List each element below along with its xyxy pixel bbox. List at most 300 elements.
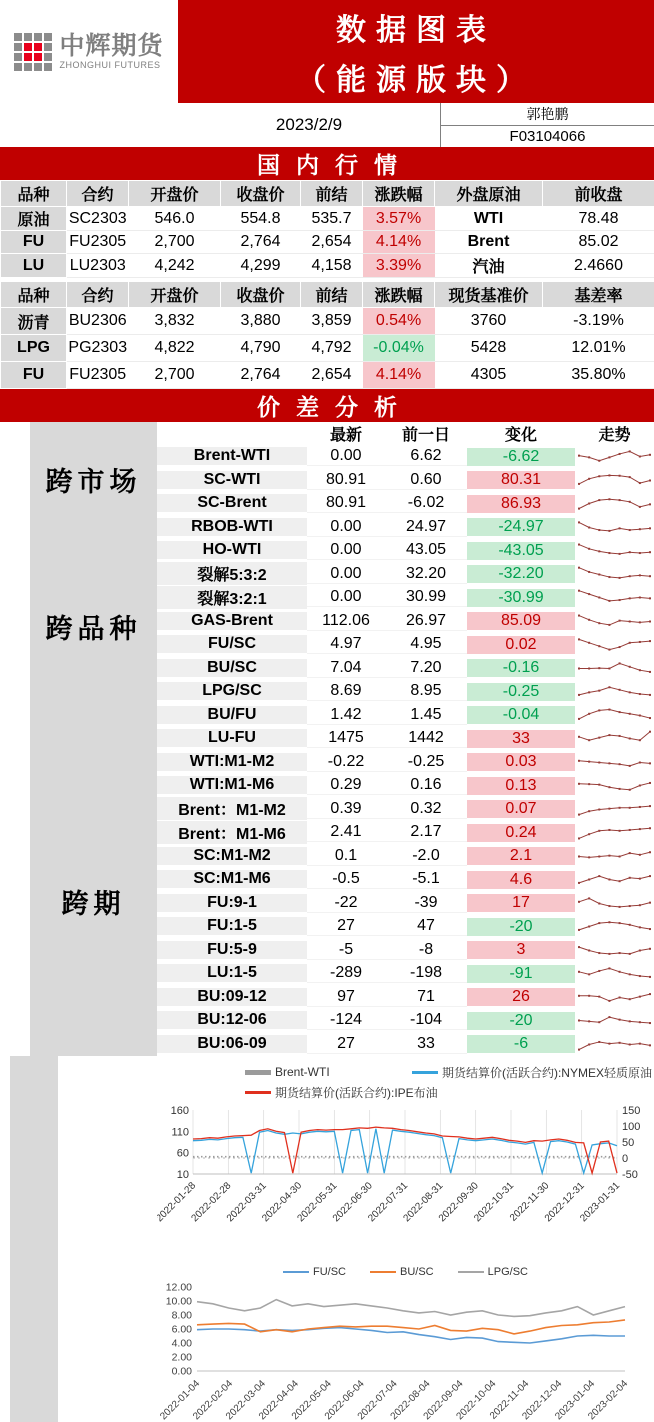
trend-sparkline bbox=[575, 774, 654, 797]
spread-prev: 71 bbox=[385, 988, 467, 1007]
spread-change: -0.04 bbox=[467, 706, 575, 724]
spread-change: -20 bbox=[467, 918, 575, 936]
chart1-legend-row1 bbox=[157, 1062, 654, 1082]
spread-name: WTI:M1-M6 bbox=[157, 776, 307, 795]
trend-sparkline bbox=[575, 751, 654, 774]
spread-change: -43.05 bbox=[467, 542, 575, 560]
svg-text:2022-08-31: 2022-08-31 bbox=[401, 1180, 446, 1225]
spread-latest: 1.42 bbox=[307, 706, 385, 725]
spread-latest: -5 bbox=[307, 941, 385, 960]
trend-sparkline bbox=[575, 657, 654, 680]
trend-sparkline bbox=[575, 704, 654, 727]
trend-sparkline bbox=[575, 680, 654, 703]
svg-text:2022-03-31: 2022-03-31 bbox=[224, 1180, 269, 1225]
table-cell: 3760 bbox=[435, 308, 543, 335]
legend-fu-sc: FU/SC bbox=[283, 1266, 346, 1278]
report-header bbox=[0, 0, 654, 103]
column-header: 外盘原油 bbox=[435, 181, 543, 207]
spread-name: FU:9-1 bbox=[157, 894, 307, 913]
spread-change: 26 bbox=[467, 988, 575, 1006]
spread-prev: 1.45 bbox=[385, 706, 467, 725]
section-band-spread: 价差分析 bbox=[0, 389, 654, 422]
legend-brent-wti: Brent-WTI bbox=[245, 1065, 330, 1079]
trend-sparkline bbox=[575, 539, 654, 562]
svg-text:2022-07-04: 2022-07-04 bbox=[355, 1378, 400, 1422]
spread-change: 0.07 bbox=[467, 800, 575, 818]
spread-row bbox=[157, 516, 654, 540]
spread-change: 2.1 bbox=[467, 847, 575, 865]
table-cell: FU bbox=[1, 231, 67, 254]
spread-latest: 1475 bbox=[307, 729, 385, 748]
spread-change: 0.03 bbox=[467, 753, 575, 771]
table-cell: 4,299 bbox=[221, 254, 301, 278]
spread-latest: 112.06 bbox=[307, 612, 385, 631]
trend-sparkline bbox=[575, 610, 654, 633]
trend-sparkline bbox=[575, 563, 654, 586]
spread-name: 裂解5:3:2 bbox=[157, 562, 307, 586]
table-cell: WTI bbox=[435, 207, 543, 231]
spread-latest: 80.91 bbox=[307, 471, 385, 490]
spread-row bbox=[157, 1009, 654, 1033]
table-cell: -0.04% bbox=[363, 335, 435, 362]
svg-text:2022-11-04: 2022-11-04 bbox=[487, 1378, 532, 1422]
legend-line-red-icon bbox=[245, 1091, 271, 1094]
spread-name: Brent：M1-M2 bbox=[157, 797, 307, 821]
trend-sparkline bbox=[575, 516, 654, 539]
analyst-box bbox=[440, 103, 654, 147]
table1-header-row bbox=[1, 181, 654, 207]
legend-nymex: 期货结算价(活跃合约):NYMEX轻质原油 bbox=[412, 1064, 652, 1081]
spread-latest: 97 bbox=[307, 988, 385, 1007]
spread-latest: 0.29 bbox=[307, 776, 385, 795]
spread-prev: 0.60 bbox=[385, 471, 467, 490]
spread-prev: -6.02 bbox=[385, 494, 467, 513]
spread-row bbox=[157, 751, 654, 775]
spread-name: RBOB-WTI bbox=[157, 518, 307, 537]
column-header: 品种 bbox=[1, 282, 67, 308]
svg-text:2022-05-31: 2022-05-31 bbox=[295, 1180, 340, 1225]
table-cell: 554.8 bbox=[221, 207, 301, 231]
spread-change: -0.16 bbox=[467, 659, 575, 677]
svg-text:2022-11-30: 2022-11-30 bbox=[508, 1180, 552, 1224]
col-trend: 走势 bbox=[598, 427, 631, 444]
svg-text:2022-05-04: 2022-05-04 bbox=[289, 1378, 334, 1422]
trend-sparkline bbox=[575, 986, 654, 1009]
spread-name: SC:M1-M6 bbox=[157, 870, 307, 889]
spread-main bbox=[157, 422, 654, 1056]
table-cell: 4.14% bbox=[363, 231, 435, 254]
spread-latest: 27 bbox=[307, 917, 385, 936]
spread-group-label: 跨品种 bbox=[45, 614, 142, 644]
spread-latest: -289 bbox=[307, 964, 385, 983]
table-cell: LU2303 bbox=[67, 254, 129, 278]
logo-text bbox=[59, 33, 163, 69]
svg-text:2022-02-04: 2022-02-04 bbox=[191, 1378, 236, 1422]
spread-name: LU:1-5 bbox=[157, 964, 307, 983]
table-cell: 3,859 bbox=[301, 308, 363, 335]
charts-main bbox=[157, 1056, 654, 1422]
table-cell: 沥青 bbox=[1, 308, 67, 335]
spread-row bbox=[157, 845, 654, 869]
table-cell: 4,792 bbox=[301, 335, 363, 362]
trend-sparkline bbox=[575, 492, 654, 515]
svg-text:2022-09-04: 2022-09-04 bbox=[421, 1378, 466, 1422]
svg-text:2022-02-28: 2022-02-28 bbox=[189, 1180, 234, 1225]
svg-text:160: 160 bbox=[170, 1105, 189, 1117]
legend-line-gray-icon bbox=[245, 1070, 271, 1075]
spread-row bbox=[157, 774, 654, 798]
svg-text:10.00: 10.00 bbox=[165, 1295, 192, 1308]
svg-text:2022-09-30: 2022-09-30 bbox=[436, 1180, 481, 1225]
spread-prev: -198 bbox=[385, 964, 467, 983]
svg-text:-50: -50 bbox=[622, 1169, 638, 1181]
spread-change: 3 bbox=[467, 941, 575, 959]
spread-change: 33 bbox=[467, 730, 575, 748]
table-cell: FU2305 bbox=[67, 362, 129, 389]
trend-sparkline bbox=[575, 586, 654, 609]
trend-sparkline bbox=[575, 962, 654, 985]
spread-row bbox=[157, 563, 654, 587]
spread-row bbox=[157, 868, 654, 892]
svg-text:2023-01-31: 2023-01-31 bbox=[578, 1180, 623, 1225]
legend-line-orange-icon bbox=[370, 1271, 396, 1273]
spread-name: SC:M1-M2 bbox=[157, 847, 307, 866]
column-header: 合约 bbox=[67, 181, 129, 207]
svg-text:2.00: 2.00 bbox=[171, 1351, 192, 1364]
legend-lpg-sc: LPG/SC bbox=[458, 1266, 528, 1278]
legend-line-blue-icon bbox=[283, 1271, 309, 1273]
spread-prev: 2.17 bbox=[385, 823, 467, 842]
spread-change: 4.6 bbox=[467, 871, 575, 889]
trend-sparkline bbox=[575, 915, 654, 938]
svg-text:2022-12-04: 2022-12-04 bbox=[520, 1378, 565, 1422]
spread-prev: 1442 bbox=[385, 729, 467, 748]
table-row bbox=[1, 231, 654, 254]
spread-latest: 8.69 bbox=[307, 682, 385, 701]
table-cell: LPG bbox=[1, 335, 67, 362]
domestic-quotes-table-2 bbox=[0, 281, 654, 389]
spread-analysis-table bbox=[0, 422, 654, 1056]
spread-name: WTI:M1-M2 bbox=[157, 753, 307, 772]
svg-text:0: 0 bbox=[622, 1153, 629, 1165]
svg-text:2022-03-04: 2022-03-04 bbox=[224, 1378, 268, 1422]
spread-name: FU:1-5 bbox=[157, 917, 307, 936]
col-latest: 最新 bbox=[329, 427, 362, 444]
column-header: 涨跌幅 bbox=[363, 282, 435, 308]
column-header: 开盘价 bbox=[129, 282, 221, 308]
spread-row bbox=[157, 962, 654, 986]
table-cell: 85.02 bbox=[543, 231, 654, 254]
spread-prev: 43.05 bbox=[385, 541, 467, 560]
spread-prev: -39 bbox=[385, 894, 467, 913]
spread-prev: 7.20 bbox=[385, 659, 467, 678]
chart-crude-panel bbox=[157, 1062, 654, 1259]
spread-prev: -8 bbox=[385, 941, 467, 960]
svg-text:110: 110 bbox=[171, 1126, 189, 1139]
spread-row bbox=[157, 680, 654, 704]
svg-text:0.00: 0.00 bbox=[171, 1365, 192, 1378]
svg-text:2022-01-04: 2022-01-04 bbox=[158, 1378, 203, 1422]
spread-name: BU:09-12 bbox=[157, 988, 307, 1007]
trend-sparkline bbox=[575, 821, 654, 844]
svg-text:2023-01-04: 2023-01-04 bbox=[553, 1378, 598, 1422]
spread-prev: 0.32 bbox=[385, 800, 467, 819]
table-cell: 2,700 bbox=[129, 362, 221, 389]
analyst-license: F03104066 bbox=[509, 127, 586, 145]
svg-text:2022-12-31: 2022-12-31 bbox=[542, 1180, 587, 1225]
legend-line-gray-icon bbox=[458, 1271, 484, 1273]
table-cell: 4.14% bbox=[363, 362, 435, 389]
table-cell: FU2305 bbox=[67, 231, 129, 254]
spread-group-column bbox=[30, 422, 157, 1056]
spread-change: -6.62 bbox=[467, 448, 575, 466]
svg-text:12.00: 12.00 bbox=[165, 1281, 192, 1294]
spread-row bbox=[157, 633, 654, 657]
report-title bbox=[178, 0, 654, 103]
spread-row bbox=[157, 915, 654, 939]
table-cell: 汽油 bbox=[435, 254, 543, 278]
table-cell: 原油 bbox=[1, 207, 67, 231]
svg-text:4.00: 4.00 bbox=[171, 1337, 192, 1350]
column-header: 基差率 bbox=[543, 282, 654, 308]
spread-prev: 33 bbox=[385, 1035, 467, 1054]
spread-row bbox=[157, 727, 654, 751]
spread-prev: -2.0 bbox=[385, 847, 467, 866]
spread-row bbox=[157, 610, 654, 634]
analyst-name: 郭艳鹏 bbox=[441, 103, 654, 126]
svg-text:150: 150 bbox=[622, 1105, 641, 1117]
legend-line-blue-icon bbox=[412, 1071, 438, 1074]
report-title-line1: 数据图表 bbox=[336, 13, 496, 47]
spread-change: 0.24 bbox=[467, 824, 575, 842]
table-cell: 2,764 bbox=[221, 362, 301, 389]
column-header: 涨跌幅 bbox=[363, 181, 435, 207]
table-cell: 78.48 bbox=[543, 207, 654, 231]
spread-row bbox=[157, 1033, 654, 1057]
trend-sparkline bbox=[575, 633, 654, 656]
table-cell: 3.57% bbox=[363, 207, 435, 231]
table-cell: 3,832 bbox=[129, 308, 221, 335]
spread-row bbox=[157, 539, 654, 563]
spread-name: FU:5-9 bbox=[157, 941, 307, 960]
col-prev-day: 前一日 bbox=[401, 427, 450, 444]
spread-latest: 80.91 bbox=[307, 494, 385, 513]
spread-prev: 47 bbox=[385, 917, 467, 936]
trend-sparkline bbox=[575, 798, 654, 821]
spread-name: LU-FU bbox=[157, 729, 307, 748]
spread-name: Brent-WTI bbox=[157, 447, 307, 466]
spread-row bbox=[157, 586, 654, 610]
svg-text:2022-06-04: 2022-06-04 bbox=[322, 1378, 367, 1422]
table-cell: 546.0 bbox=[129, 207, 221, 231]
trend-sparkline bbox=[575, 892, 654, 915]
table-cell: FU bbox=[1, 362, 67, 389]
svg-text:2022-07-31: 2022-07-31 bbox=[366, 1180, 411, 1225]
table-row bbox=[1, 308, 654, 335]
spread-name: GAS-Brent bbox=[157, 612, 307, 631]
svg-text:2023-02-04: 2023-02-04 bbox=[586, 1378, 631, 1422]
legend-ipe: 期货结算价(活跃合约):IPE布油 bbox=[245, 1084, 438, 1101]
legend-bu-sc: BU/SC bbox=[370, 1266, 434, 1278]
spread-left-margin bbox=[0, 422, 30, 1056]
chart1-legend-row2 bbox=[157, 1082, 654, 1102]
spread-latest: 0.00 bbox=[307, 541, 385, 560]
spread-latest: 7.04 bbox=[307, 659, 385, 678]
svg-text:2022-06-30: 2022-06-30 bbox=[330, 1180, 375, 1225]
trend-sparkline bbox=[575, 1033, 654, 1056]
table-cell: 2,764 bbox=[221, 231, 301, 254]
svg-text:2022-08-04: 2022-08-04 bbox=[388, 1378, 433, 1422]
spread-latest: -0.22 bbox=[307, 753, 385, 772]
spread-name: BU:12-06 bbox=[157, 1011, 307, 1030]
spread-change: 0.13 bbox=[467, 777, 575, 795]
report-title-line2: （能源版块） bbox=[296, 63, 536, 97]
spread-prev: 4.95 bbox=[385, 635, 467, 654]
svg-text:10: 10 bbox=[176, 1169, 189, 1181]
table-cell: 2.4660 bbox=[543, 254, 654, 278]
spread-row bbox=[157, 892, 654, 916]
table-cell: 2,654 bbox=[301, 362, 363, 389]
charts-left-gray-column bbox=[10, 1056, 58, 1422]
table-cell: 35.80% bbox=[543, 362, 654, 389]
trend-sparkline bbox=[575, 868, 654, 891]
table-row bbox=[1, 362, 654, 389]
trend-sparkline bbox=[575, 469, 654, 492]
spread-name: SC-Brent bbox=[157, 494, 307, 513]
table-cell: Brent bbox=[435, 231, 543, 254]
section-band-domestic: 国内行情 bbox=[0, 147, 654, 180]
spread-change: -0.25 bbox=[467, 683, 575, 701]
spread-row bbox=[157, 704, 654, 728]
spread-latest: 0.1 bbox=[307, 847, 385, 866]
spread-name: FU/SC bbox=[157, 635, 307, 654]
spread-header-row bbox=[157, 422, 654, 445]
report-date: 2023/2/9 bbox=[275, 115, 343, 134]
table2-header-row bbox=[1, 282, 654, 308]
table-cell: 2,700 bbox=[129, 231, 221, 254]
table-cell: -3.19% bbox=[543, 308, 654, 335]
spread-latest: -124 bbox=[307, 1011, 385, 1030]
spread-name: LPG/SC bbox=[157, 682, 307, 701]
spread-change: -30.99 bbox=[467, 589, 575, 607]
svg-text:50: 50 bbox=[622, 1137, 635, 1149]
spread-prev: -104 bbox=[385, 1011, 467, 1030]
logo-grid-icon bbox=[14, 33, 52, 71]
spread-row bbox=[157, 821, 654, 845]
chart2-legend bbox=[157, 1263, 654, 1281]
spread-latest: 0.00 bbox=[307, 565, 385, 584]
table-row bbox=[1, 335, 654, 362]
table-cell: 3.39% bbox=[363, 254, 435, 278]
spread-row bbox=[157, 939, 654, 963]
table-cell: 4,822 bbox=[129, 335, 221, 362]
spread-name: BU:06-09 bbox=[157, 1035, 307, 1054]
table-cell: 4,158 bbox=[301, 254, 363, 278]
svg-text:2022-10-04: 2022-10-04 bbox=[454, 1378, 499, 1422]
column-header: 收盘价 bbox=[221, 181, 301, 207]
spread-change: 85.09 bbox=[467, 612, 575, 630]
trend-sparkline bbox=[575, 845, 654, 868]
info-row bbox=[0, 103, 654, 147]
spread-change: -91 bbox=[467, 965, 575, 983]
spread-name: Brent：M1-M6 bbox=[157, 821, 307, 845]
spread-latest: 4.97 bbox=[307, 635, 385, 654]
spread-group-label: 跨市场 bbox=[45, 467, 142, 497]
column-header: 前结 bbox=[301, 181, 363, 207]
chart-ratio-panel bbox=[157, 1263, 654, 1422]
column-header: 前收盘 bbox=[543, 181, 654, 207]
spread-row bbox=[157, 798, 654, 822]
spread-latest: 0.39 bbox=[307, 800, 385, 819]
trend-sparkline bbox=[575, 727, 654, 750]
table-cell: PG2303 bbox=[67, 335, 129, 362]
spread-latest: 0.00 bbox=[307, 447, 385, 466]
spread-row bbox=[157, 492, 654, 516]
ratio-chart bbox=[157, 1281, 654, 1422]
spread-change: -32.20 bbox=[467, 565, 575, 583]
spread-latest: -0.5 bbox=[307, 870, 385, 889]
spread-row bbox=[157, 469, 654, 493]
spread-latest: 27 bbox=[307, 1035, 385, 1054]
column-header: 现货基准价 bbox=[435, 282, 543, 308]
svg-text:2022-04-30: 2022-04-30 bbox=[260, 1180, 305, 1225]
spread-change: 86.93 bbox=[467, 495, 575, 513]
table-cell: BU2306 bbox=[67, 308, 129, 335]
spread-name: BU/SC bbox=[157, 659, 307, 678]
trend-sparkline bbox=[575, 939, 654, 962]
spread-change: -6 bbox=[467, 1035, 575, 1053]
spread-prev: 8.95 bbox=[385, 682, 467, 701]
info-spacer bbox=[0, 103, 178, 147]
spread-prev: 6.62 bbox=[385, 447, 467, 466]
spread-prev: -0.25 bbox=[385, 753, 467, 772]
column-header: 前结 bbox=[301, 282, 363, 308]
spread-latest: 0.00 bbox=[307, 518, 385, 537]
column-header: 开盘价 bbox=[129, 181, 221, 207]
spread-latest: -22 bbox=[307, 894, 385, 913]
table-cell: 5428 bbox=[435, 335, 543, 362]
spread-prev: 0.16 bbox=[385, 776, 467, 795]
spread-prev: 24.97 bbox=[385, 518, 467, 537]
col-change: 变化 bbox=[504, 427, 537, 444]
table-cell: SC2303 bbox=[67, 207, 129, 231]
table-row bbox=[1, 254, 654, 278]
charts-section bbox=[0, 1056, 654, 1422]
table-cell: 2,654 bbox=[301, 231, 363, 254]
spread-row bbox=[157, 657, 654, 681]
trend-sparkline bbox=[575, 445, 654, 468]
svg-text:2022-01-28: 2022-01-28 bbox=[157, 1180, 199, 1225]
column-header: 收盘价 bbox=[221, 282, 301, 308]
crude-oil-price-chart bbox=[157, 1102, 654, 1254]
table-cell: LU bbox=[1, 254, 67, 278]
spread-change: 0.02 bbox=[467, 636, 575, 654]
spread-latest: 0.00 bbox=[307, 588, 385, 607]
spread-prev: 26.97 bbox=[385, 612, 467, 631]
svg-text:100: 100 bbox=[622, 1121, 641, 1133]
spread-name: SC-WTI bbox=[157, 471, 307, 490]
logo-en: ZHONGHUI FUTURES bbox=[59, 59, 161, 70]
table-cell: 12.01% bbox=[543, 335, 654, 362]
column-header: 合约 bbox=[67, 282, 129, 308]
svg-text:60: 60 bbox=[176, 1147, 189, 1160]
domestic-quotes-table-1 bbox=[0, 180, 654, 278]
spread-latest: 2.41 bbox=[307, 823, 385, 842]
spread-change: -24.97 bbox=[467, 518, 575, 536]
logo-cn: 中辉期货 bbox=[59, 32, 164, 61]
table-cell: 0.54% bbox=[363, 308, 435, 335]
table-cell: 4305 bbox=[435, 362, 543, 389]
